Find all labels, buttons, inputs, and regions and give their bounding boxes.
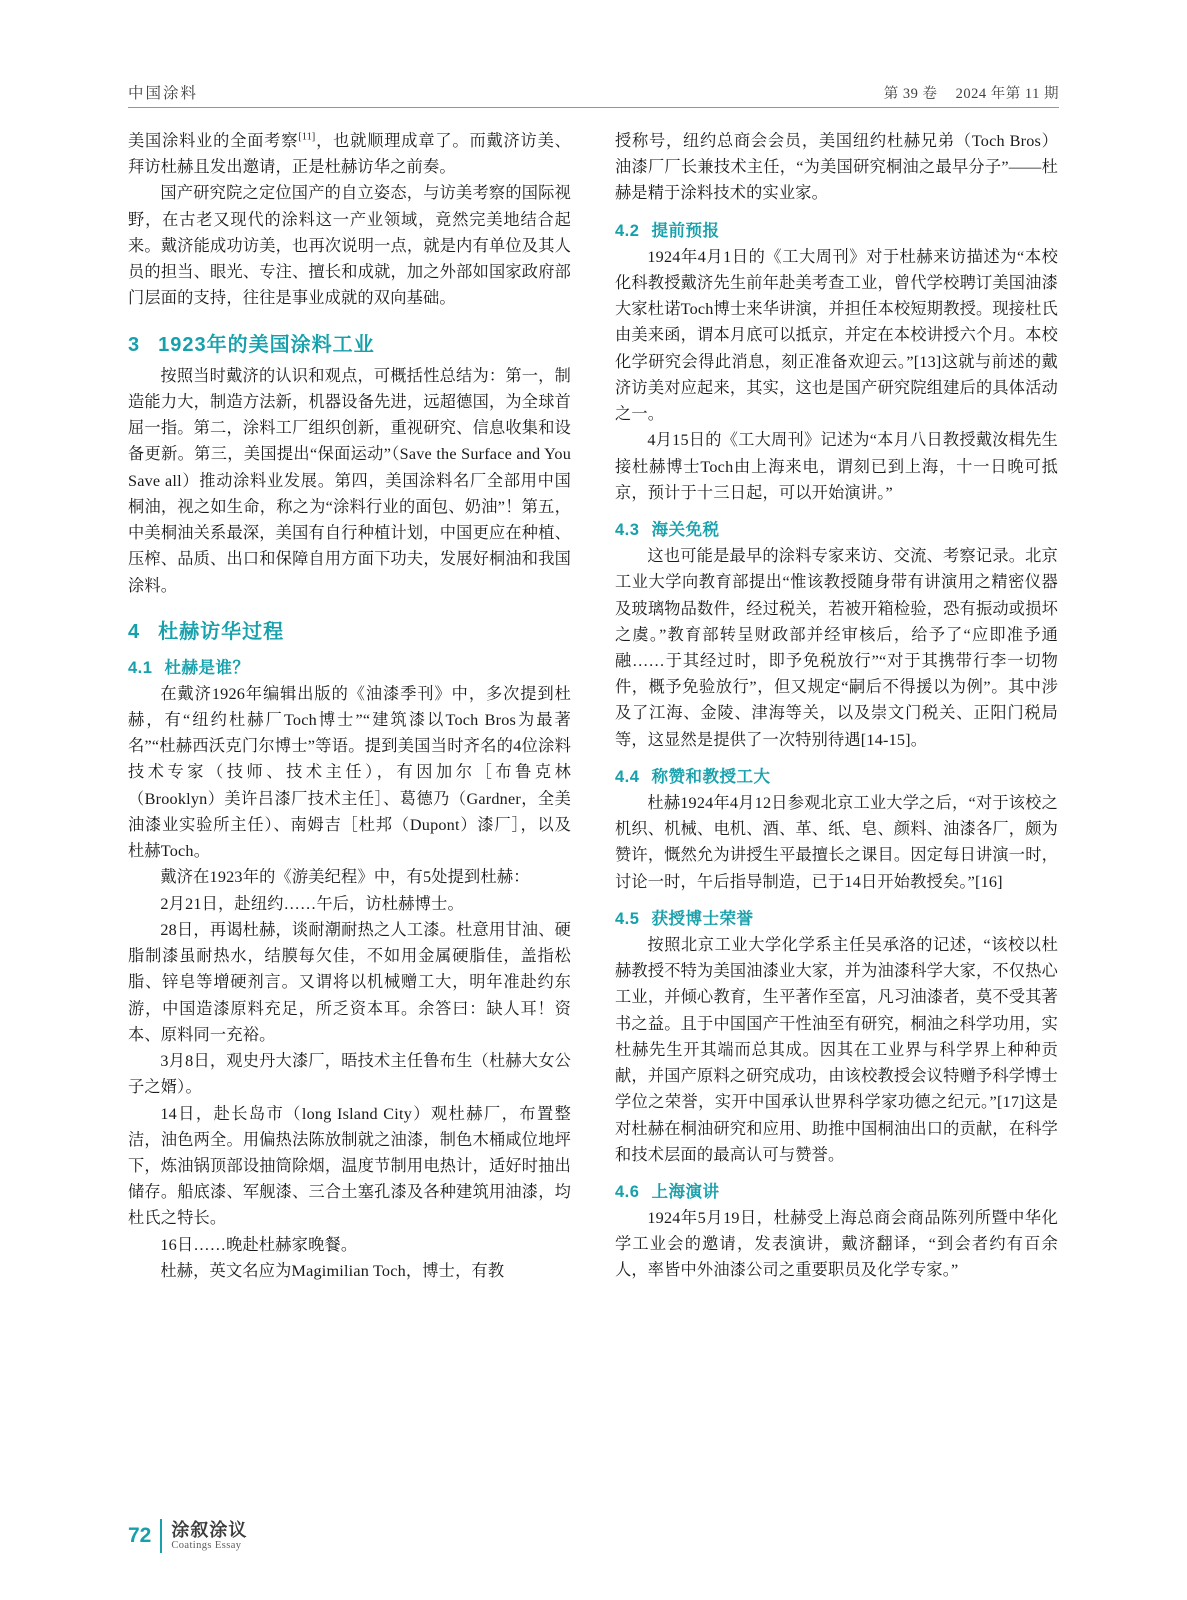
subsection-heading-4-1 xyxy=(128,654,571,678)
paragraph: 杜赫1924年4月12日参观北京工业大学之后，“对于该校之机织、机械、电机、酒、革、纸、皂、颜料、油漆各厂，颇为赞许，慨然允为讲授生平最擅长之课目。因定每日讲演一时，讨论一时，午后指导制造，已于14日开始教授矣。”[16] xyxy=(615,793,1058,891)
subsection-heading-4-6 xyxy=(615,1178,1058,1202)
paragraph: 授称号，纽约总商会会员，美国纽约杜赫兄弟（Toch Bros）油漆厂厂长兼技术主任，“为美国研究桐油之最早分子”——杜赫是精于涂料技术的实业家。 xyxy=(615,132,1058,203)
subsection-heading-4-3 xyxy=(615,516,1058,540)
paragraph: 28日，再谒杜赫，谈耐潮耐热之人工漆。杜意用甘油、硬脂制漆虽耐热水，结膜每欠佳，不如用金属硬脂佳，盖指松脂、锌皂等增硬剂言。又谓将以机械赠工大，明年准赴约东游，中国造漆原料充足，所乏资本耳。余答曰：缺人耳！资本、原料同一充裕。 xyxy=(128,920,571,1044)
subsection-title: 称赞和教授工大 xyxy=(651,767,771,786)
section-heading-3 xyxy=(128,328,571,357)
page-footer xyxy=(128,1516,247,1556)
paragraph: 2月21日，赴纽约……午后，访杜赫博士。 xyxy=(160,894,464,913)
paragraph: 按照当时戴济的认识和观点，可概括性总结为：第一，制造能力大，制造方法新，机器设备先进，远超德国，为全球首屈一指。第二，涂料工厂组织创新，重视研究、信息收集和设备更新。第三，美国提出“保面运动”（Save the Surface and You Save all）推动涂料业发展。第四，美国涂料名厂全部用中国桐油，视之如生命，称之为“涂料行业的面包、奶油”！第五，中美桐油关系最深，美国有自行种植计划，中国更应在种植、压榨、品质、出口和保障自用方面下功夫，发展好桐油和我国涂料。 xyxy=(128,366,571,595)
paragraph: 1924年4月1日的《工大周刊》对于杜赫来访描述为“本校化科教授戴济先生前年赴美考查工业，曾代学校聘订美国油漆大家杜诺Toch博士来华讲演，并担任本校短期教授。现接杜氏由美来函，谓本月底可以抵京，并定在本校讲授六个月。本校化学研究会得此消息，刻正准备欢迎云。”[13]这就与前述的戴济访美对应起来，其实，这也是国产研究院组建后的具体活动之一。 xyxy=(615,247,1058,424)
journal-name: 中国涂料 xyxy=(128,85,199,102)
subsection-number: 4.6 xyxy=(615,1182,640,1201)
paragraph: 按照北京工业大学化学系主任吴承洛的记述，“该校以杜赫教授不特为美国油漆业大家，并为油漆科学大家，不仅热心工业，并倾心教育，生平著作至富，凡习油漆者，莫不受其著书之益。且于中国国产干性油至有研究，桐油之科学功用，实杜赫先生开其端而总其成。因其在工业界与科学界上种种贡献，并国产原料之研究成功，由该校教授会议特赠予科学博士学位之荣誉，实开中国承认世界科学家功德之纪元。”[17]这是对杜赫在桐油研究和应用、助推中国桐油出口的贡献，在科学和技术层面的最高认可与赞誉。 xyxy=(615,935,1058,1164)
volume-label: 第 39 卷 xyxy=(883,86,938,102)
subsection-title: 提前预报 xyxy=(651,221,720,240)
issue-label: 2024 年第 11 期 xyxy=(955,86,1059,102)
paragraph: 在戴济1926年编辑出版的《油漆季刊》中，多次提到杜赫，有“纽约杜赫厂Toch博士”“建筑漆以Toch Bros为最著名”“杜赫西沃克门尔博士”等语。提到美国当时齐名的4位涂料技术专家（技师、技术主任），有因加尔［布鲁克林（Brooklyn）美许吕漆厂技术主任］、葛德乃（Gardner，全美油漆业实验所主任）、南姆吉［杜邦（Dupont）漆厂］，以及杜赫Toch。 xyxy=(128,684,571,861)
subsection-title: 上海演讲 xyxy=(651,1182,720,1201)
subsection-number: 4.4 xyxy=(615,767,640,786)
paragraph: 国产研究院之定位国产的自立姿态，与访美考察的国际视野，在古老又现代的涂料这一产业领域，竟然完美地结合起来。戴济能成功访美，也再次说明一点，就是内有单位及其人员的担当、眼光、专注、擅长和成就，加之外部如国家政府部门层面的支持，往往是事业成就的双向基础。 xyxy=(128,184,571,308)
subsection-heading-4-2 xyxy=(615,217,1058,241)
paragraph: 16日……晚赴杜赫家晚餐。 xyxy=(160,1235,358,1254)
section-title: 杜赫访华过程 xyxy=(158,620,285,643)
subsection-title: 杜赫是谁？ xyxy=(164,658,250,677)
subsection-heading-4-4 xyxy=(615,763,1058,787)
paragraph-text-b: ，也就顺理成章了。而戴济访美、拜访杜赫且发出邀请，正是杜赫访华之前奏。 xyxy=(128,132,572,177)
subsection-title: 海关免税 xyxy=(651,521,720,540)
paragraph: 3月8日，观史丹大漆厂，晤技术主任鲁布生（杜赫大女公子之婿）。 xyxy=(128,1052,571,1097)
page-number: 72 xyxy=(128,1524,152,1547)
footer-section-cn: 涂叙涂议 xyxy=(171,1520,248,1541)
reference-marker: [11] xyxy=(298,131,316,143)
footer-section-label xyxy=(171,1521,247,1551)
left-column xyxy=(128,128,571,1284)
subsection-number: 4.5 xyxy=(615,909,640,928)
paragraph: 1924年5月19日，杜赫受上海总商会商品陈列所暨中华化学工业会的邀请，发表演讲，戴济翻译，“到会者约有百余人，率皆中外油漆公司之重要职员及化学专家。” xyxy=(615,1208,1058,1280)
section-heading-4 xyxy=(128,615,571,644)
paragraph xyxy=(128,128,571,180)
paragraph-text-a: 美国涂料业的全面考察 xyxy=(128,132,299,150)
subsection-title: 获授博士荣誉 xyxy=(651,909,754,928)
issue-info xyxy=(870,82,1059,103)
paragraph: 14日，赴长岛市（long Island City）观杜赫厂，布置整洁，油色两全。用偏热法陈放制就之油漆，制色木桶咸位地坪下，炼油锅顶部设抽筒除烟，温度节制用电热计，适好时抽出储存。船底漆、军舰漆、三合土塞孔漆及各种建筑用油漆，均杜氏之特长。 xyxy=(128,1104,571,1228)
paragraph: 4月15日的《工大周刊》记述为“本月八日教授戴汝楫先生接杜赫博士Toch由上海来电，谓刻已到上海，十一日晚可抵京，预计于十三日起，可以开始演讲。” xyxy=(615,431,1058,502)
subsection-number: 4.2 xyxy=(615,221,640,240)
right-column xyxy=(615,128,1058,1284)
footer-divider xyxy=(160,1519,162,1553)
section-number: 3 xyxy=(128,333,141,356)
footer-section-en: Coatings Essay xyxy=(171,1539,242,1551)
paragraph: 戴济在1923年的《游美纪程》中，有5处提到杜赫： xyxy=(160,868,530,887)
subsection-number: 4.1 xyxy=(128,658,153,677)
paragraph: 这也可能是最早的涂料专家来访、交流、考察记录。北京工业大学向教育部提出“惟该教授随身带有讲演用之精密仪器及玻璃物品数件，经过税关，若被开箱检验，恐有振动或损坏之虞。”教育部转呈财政部并经审核后，给予了“应即准予通融……于其经过时，即予免税放行”“对于其携带行李一切物件，概予免验放行”，但又规定“嗣后不得援以为例”。其中涉及了江海、金陵、津海等关，以及崇文门税关、正阳门税局等，这显然是提供了一次特别待遇[14-15]。 xyxy=(615,547,1058,749)
running-head xyxy=(128,78,1059,108)
two-column-body xyxy=(128,128,1059,1284)
section-title: 1923年的美国涂料工业 xyxy=(158,333,375,356)
section-number: 4 xyxy=(128,620,141,643)
subsection-heading-4-5 xyxy=(615,905,1058,929)
subsection-number: 4.3 xyxy=(615,521,640,540)
paragraph: 杜赫，英文名应为Magimilian Toch，博士，有教 xyxy=(160,1261,505,1280)
